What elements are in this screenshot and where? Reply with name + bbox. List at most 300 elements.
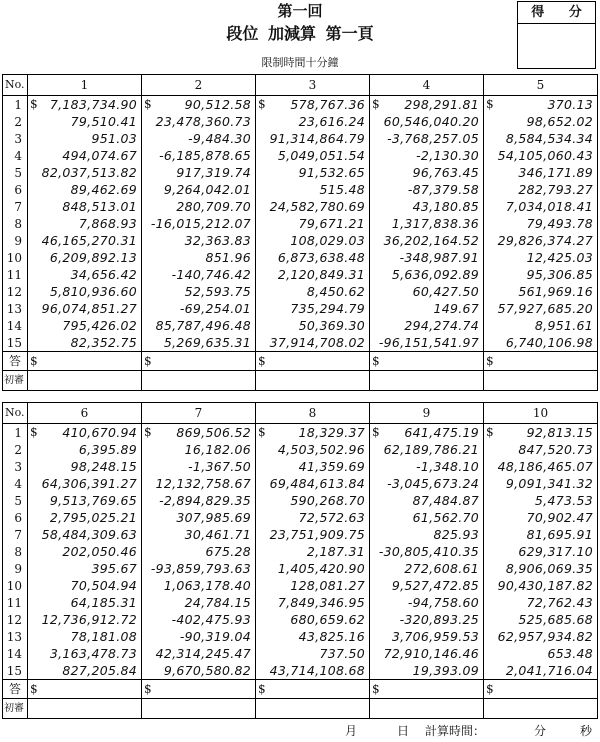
value-number: 1,317,838.36 — [391, 216, 479, 231]
header-row — [3, 75, 598, 96]
value-number: 41,359.69 — [298, 459, 365, 474]
value-number: -3,045,673.24 — [387, 476, 479, 491]
value-cell — [370, 560, 484, 577]
value-number: 79,510.41 — [70, 114, 137, 129]
review-cell — [370, 699, 484, 719]
value-cell — [256, 594, 370, 611]
row-number: 7 — [3, 198, 28, 215]
value-number: 32,363.83 — [184, 233, 251, 248]
value-number: -93,859,793.63 — [150, 561, 251, 576]
value-number: 23,478,360.73 — [155, 114, 251, 129]
value-number: 48,186,465.07 — [497, 459, 593, 474]
value-number: 58,484,309.63 — [41, 527, 137, 542]
value-cell — [256, 492, 370, 509]
value-cell — [256, 458, 370, 475]
problem-row — [3, 164, 598, 181]
footer-minutes: 分 — [534, 724, 547, 738]
problem-row — [3, 130, 598, 147]
row-number: 13 — [3, 300, 28, 317]
problem-row — [3, 266, 598, 283]
problem-table-2 — [2, 402, 598, 719]
value-cell — [142, 475, 256, 492]
problem-row — [3, 611, 598, 628]
value-number: 52,593.75 — [184, 284, 251, 299]
value-cell — [28, 458, 142, 475]
value-number: 294,274.74 — [404, 318, 479, 333]
value-cell — [142, 232, 256, 249]
value-cell — [256, 662, 370, 680]
value-cell — [142, 283, 256, 300]
review-cell — [484, 371, 598, 391]
value-number: -2,894,829.35 — [159, 493, 251, 508]
row-number: 2 — [3, 113, 28, 130]
row-number: 14 — [3, 317, 28, 334]
value-cell — [142, 181, 256, 198]
problem-row — [3, 334, 598, 352]
value-cell — [28, 198, 142, 215]
problem-row — [3, 317, 598, 334]
value-number: -16,015,212.07 — [150, 216, 251, 231]
value-cell — [484, 526, 598, 543]
value-number: 410,670.94 — [62, 425, 137, 440]
currency-symbol: $ — [30, 97, 38, 111]
column-header: 7 — [142, 403, 256, 424]
problem-row — [3, 628, 598, 645]
row-number: 13 — [3, 628, 28, 645]
value-cell — [484, 147, 598, 164]
value-number: 578,767.36 — [290, 97, 365, 112]
value-cell — [370, 164, 484, 181]
value-number: -140,746.42 — [171, 267, 251, 282]
value-cell — [28, 543, 142, 560]
row-number: 9 — [3, 232, 28, 249]
value-number: 81,695.91 — [526, 527, 593, 542]
value-cell — [484, 232, 598, 249]
value-cell — [484, 198, 598, 215]
row-number: 5 — [3, 164, 28, 181]
value-cell — [484, 475, 598, 492]
problem-row — [3, 492, 598, 509]
value-number: 515.48 — [319, 182, 365, 197]
currency-symbol: $ — [486, 97, 494, 111]
value-cell — [484, 577, 598, 594]
value-cell — [142, 611, 256, 628]
value-number: 5,473.53 — [534, 493, 593, 508]
value-number: 91,532.65 — [298, 165, 365, 180]
value-number: 827,205.84 — [62, 663, 137, 678]
value-number: 128,081.27 — [290, 578, 365, 593]
column-header: 4 — [370, 75, 484, 96]
value-number: 23,616.24 — [298, 114, 365, 129]
value-number: 675.28 — [205, 544, 251, 559]
answer-cell — [484, 352, 598, 371]
value-cell — [28, 560, 142, 577]
value-cell — [484, 662, 598, 680]
value-cell — [28, 113, 142, 130]
row-number: 15 — [3, 334, 28, 352]
value-cell — [142, 215, 256, 232]
value-cell — [256, 475, 370, 492]
value-number: 78,181.08 — [70, 629, 137, 644]
problem-row — [3, 198, 598, 215]
review-cell — [484, 699, 598, 719]
value-number: 42,314,245.47 — [155, 646, 251, 661]
value-cell — [370, 300, 484, 317]
value-cell — [256, 577, 370, 594]
value-number: 7,849,346.95 — [277, 595, 365, 610]
value-number: 79,493.78 — [526, 216, 593, 231]
currency-symbol: $ — [258, 97, 266, 111]
value-number: 50,369.30 — [298, 318, 365, 333]
answer-cell — [28, 680, 142, 699]
value-number: 92,813.15 — [526, 425, 593, 440]
value-cell — [370, 317, 484, 334]
value-number: 18,329.37 — [298, 425, 365, 440]
value-number: 96,074,851.27 — [41, 301, 137, 316]
footer-month: 月 — [345, 724, 358, 738]
currency-symbol: $ — [30, 425, 38, 439]
currency-symbol: $ — [372, 354, 380, 368]
problem-row — [3, 113, 598, 130]
value-number: 54,105,060.43 — [497, 148, 593, 163]
value-cell — [28, 96, 142, 114]
value-cell — [484, 628, 598, 645]
row-number: 4 — [3, 475, 28, 492]
value-number: -96,151,541.97 — [378, 335, 479, 350]
value-number: 24,784.15 — [184, 595, 251, 610]
value-cell — [370, 577, 484, 594]
problem-row — [3, 458, 598, 475]
value-number: 1,405,420.90 — [277, 561, 365, 576]
row-number: 6 — [3, 181, 28, 198]
value-number: -30,805,410.35 — [378, 544, 479, 559]
problem-row — [3, 424, 598, 442]
value-cell — [484, 441, 598, 458]
value-number: 61,562.70 — [412, 510, 479, 525]
value-cell — [142, 458, 256, 475]
value-number: 8,584,534.34 — [505, 131, 593, 146]
value-cell — [370, 232, 484, 249]
value-number: 60,546,040.20 — [383, 114, 479, 129]
value-cell — [142, 509, 256, 526]
value-cell — [370, 198, 484, 215]
value-cell — [28, 147, 142, 164]
value-number: 641,475.19 — [404, 425, 479, 440]
value-cell — [142, 334, 256, 352]
value-cell — [484, 458, 598, 475]
problem-row — [3, 215, 598, 232]
value-cell — [142, 249, 256, 266]
value-number: 2,187.31 — [306, 544, 365, 559]
problem-row — [3, 560, 598, 577]
answer-row — [3, 352, 598, 371]
value-number: 590,268.70 — [290, 493, 365, 508]
value-cell — [28, 441, 142, 458]
value-cell — [256, 266, 370, 283]
value-cell — [256, 645, 370, 662]
value-number: 395.67 — [91, 561, 137, 576]
answer-cell — [370, 680, 484, 699]
value-cell — [256, 441, 370, 458]
value-cell — [28, 492, 142, 509]
column-header: 9 — [370, 403, 484, 424]
value-number: 87,484.87 — [412, 493, 479, 508]
value-cell — [28, 577, 142, 594]
problem-table-1 — [2, 74, 598, 391]
footer-day: 日 — [397, 724, 410, 738]
value-number: 2,795,025.21 — [49, 510, 137, 525]
currency-symbol: $ — [144, 354, 152, 368]
value-cell — [142, 424, 256, 442]
value-number: 346,171.89 — [518, 165, 593, 180]
value-number: 34,656.42 — [70, 267, 137, 282]
value-number: 95,306.85 — [526, 267, 593, 282]
value-cell — [256, 424, 370, 442]
value-cell — [256, 300, 370, 317]
value-number: 90,512.58 — [184, 97, 251, 112]
value-cell — [370, 147, 484, 164]
value-number: 5,636,092.89 — [391, 267, 479, 282]
value-number: 298,291.81 — [404, 97, 479, 112]
problem-row — [3, 594, 598, 611]
row-number: 6 — [3, 509, 28, 526]
value-number: 2,120,849.31 — [277, 267, 365, 282]
value-number: 30,461.71 — [184, 527, 251, 542]
column-header: 10 — [484, 403, 598, 424]
value-number: 7,868.93 — [78, 216, 137, 231]
value-cell — [28, 475, 142, 492]
value-cell — [370, 458, 484, 475]
answer-cell — [256, 352, 370, 371]
value-cell — [142, 300, 256, 317]
value-number: 280,709.70 — [176, 199, 251, 214]
value-cell — [142, 113, 256, 130]
value-cell — [370, 492, 484, 509]
value-cell — [484, 249, 598, 266]
problem-row — [3, 441, 598, 458]
value-cell — [142, 645, 256, 662]
row-number: 12 — [3, 611, 28, 628]
value-cell — [484, 509, 598, 526]
value-number: -1,367.50 — [188, 459, 251, 474]
value-number: 24,582,780.69 — [269, 199, 365, 214]
answer-cell — [484, 680, 598, 699]
row-number: 8 — [3, 543, 28, 560]
value-number: 825.93 — [433, 527, 479, 542]
value-number: 9,527,472.85 — [391, 578, 479, 593]
value-cell — [484, 283, 598, 300]
problem-row — [3, 662, 598, 680]
row-number: 5 — [3, 492, 28, 509]
answer-row — [3, 680, 598, 699]
value-number: -69,254.01 — [179, 301, 251, 316]
value-number: 43,180.85 — [412, 199, 479, 214]
no-label: No. — [3, 403, 28, 424]
value-cell — [484, 96, 598, 114]
value-number: -2,130.30 — [416, 148, 479, 163]
value-cell — [256, 181, 370, 198]
currency-symbol: $ — [144, 425, 152, 439]
currency-symbol: $ — [258, 354, 266, 368]
value-cell — [28, 232, 142, 249]
problem-row — [3, 475, 598, 492]
problem-row — [3, 181, 598, 198]
currency-symbol: $ — [372, 682, 380, 696]
problem-row — [3, 543, 598, 560]
value-number: 494,074.67 — [62, 148, 137, 163]
row-number: 9 — [3, 560, 28, 577]
value-number: 62,957,934.82 — [497, 629, 593, 644]
value-number: 370.13 — [547, 97, 593, 112]
value-number: 23,751,909.75 — [269, 527, 365, 542]
value-number: 90,430,187.82 — [497, 578, 593, 593]
value-number: -1,348.10 — [416, 459, 479, 474]
value-cell — [484, 164, 598, 181]
value-cell — [28, 334, 142, 352]
problem-row — [3, 249, 598, 266]
value-cell — [370, 441, 484, 458]
value-number: -9,484.30 — [188, 131, 251, 146]
value-cell — [28, 662, 142, 680]
header-row — [3, 403, 598, 424]
value-number: 4,503,502.96 — [277, 442, 365, 457]
value-cell — [484, 130, 598, 147]
value-number: 70,902.47 — [526, 510, 593, 525]
value-cell — [370, 215, 484, 232]
value-number: 89,462.69 — [70, 182, 137, 197]
value-number: 282,793.27 — [518, 182, 593, 197]
value-number: 98,652.02 — [526, 114, 593, 129]
value-cell — [484, 594, 598, 611]
row-number: 3 — [3, 458, 28, 475]
value-cell — [484, 560, 598, 577]
value-number: 561,969.16 — [518, 284, 593, 299]
value-cell — [142, 317, 256, 334]
value-cell — [370, 628, 484, 645]
value-cell — [142, 441, 256, 458]
value-number: 9,264,042.01 — [163, 182, 251, 197]
value-number: 69,484,613.84 — [269, 476, 365, 491]
value-cell — [484, 300, 598, 317]
value-number: 6,740,106.98 — [505, 335, 593, 350]
value-cell — [256, 130, 370, 147]
value-number: -94,758.60 — [407, 595, 479, 610]
row-number: 11 — [3, 266, 28, 283]
value-cell — [256, 283, 370, 300]
problem-row — [3, 147, 598, 164]
problem-row — [3, 509, 598, 526]
value-number: 272,608.61 — [404, 561, 479, 576]
problem-row — [3, 283, 598, 300]
value-cell — [484, 317, 598, 334]
value-cell — [484, 492, 598, 509]
value-number: -87,379.58 — [407, 182, 479, 197]
value-cell — [142, 130, 256, 147]
value-number: 680,659.62 — [290, 612, 365, 627]
value-cell — [142, 164, 256, 181]
row-number: 14 — [3, 645, 28, 662]
value-cell — [256, 198, 370, 215]
time-limit-note: 限制時間十分鐘 — [261, 56, 339, 69]
review-cell — [142, 371, 256, 391]
value-cell — [256, 611, 370, 628]
value-cell — [28, 628, 142, 645]
value-number: 12,736,912.72 — [41, 612, 137, 627]
problem-row — [3, 232, 598, 249]
answer-cell — [142, 680, 256, 699]
value-number: 795,426.02 — [62, 318, 137, 333]
problem-row — [3, 96, 598, 114]
value-cell — [28, 130, 142, 147]
value-cell — [142, 577, 256, 594]
value-number: 29,826,374.27 — [497, 233, 593, 248]
value-cell — [370, 96, 484, 114]
value-cell — [370, 509, 484, 526]
value-number: 72,762.43 — [526, 595, 593, 610]
value-number: -402,475.93 — [171, 612, 251, 627]
value-number: 16,182.06 — [184, 442, 251, 457]
value-cell — [256, 543, 370, 560]
review-label: 初審 — [3, 371, 28, 391]
value-cell — [256, 96, 370, 114]
value-number: -3,768,257.05 — [387, 131, 479, 146]
value-number: 70,504.94 — [70, 578, 137, 593]
column-header: 3 — [256, 75, 370, 96]
value-number: 12,132,758.67 — [155, 476, 251, 491]
value-number: 82,352.75 — [70, 335, 137, 350]
row-number: 11 — [3, 594, 28, 611]
value-cell — [142, 560, 256, 577]
value-number: 72,910,146.46 — [383, 646, 479, 661]
value-cell — [256, 113, 370, 130]
score-label: 得 分 — [518, 2, 595, 24]
problem-row — [3, 526, 598, 543]
value-cell — [256, 628, 370, 645]
value-cell — [28, 266, 142, 283]
value-number: 98,248.15 — [70, 459, 137, 474]
value-number: 6,395.89 — [78, 442, 137, 457]
problem-row — [3, 645, 598, 662]
value-number: 36,202,164.52 — [383, 233, 479, 248]
problem-row — [3, 300, 598, 317]
value-cell — [484, 645, 598, 662]
value-number: 7,183,734.90 — [49, 97, 137, 112]
value-cell — [142, 147, 256, 164]
value-number: 3,163,478.73 — [49, 646, 137, 661]
currency-symbol: $ — [486, 354, 494, 368]
currency-symbol: $ — [372, 97, 380, 111]
value-cell — [28, 181, 142, 198]
row-number: 10 — [3, 249, 28, 266]
footer-seconds: 秒 — [580, 724, 593, 738]
value-cell — [370, 475, 484, 492]
answer-cell — [256, 680, 370, 699]
value-cell — [370, 266, 484, 283]
answer-cell — [370, 352, 484, 371]
value-cell — [370, 526, 484, 543]
currency-symbol: $ — [372, 425, 380, 439]
value-cell — [256, 215, 370, 232]
value-number: 8,906,069.35 — [505, 561, 593, 576]
value-cell — [370, 611, 484, 628]
value-number: 19,393.09 — [412, 663, 479, 678]
value-cell — [484, 215, 598, 232]
row-number: 4 — [3, 147, 28, 164]
value-cell — [370, 113, 484, 130]
value-cell — [28, 611, 142, 628]
value-cell — [370, 662, 484, 680]
value-cell — [28, 526, 142, 543]
